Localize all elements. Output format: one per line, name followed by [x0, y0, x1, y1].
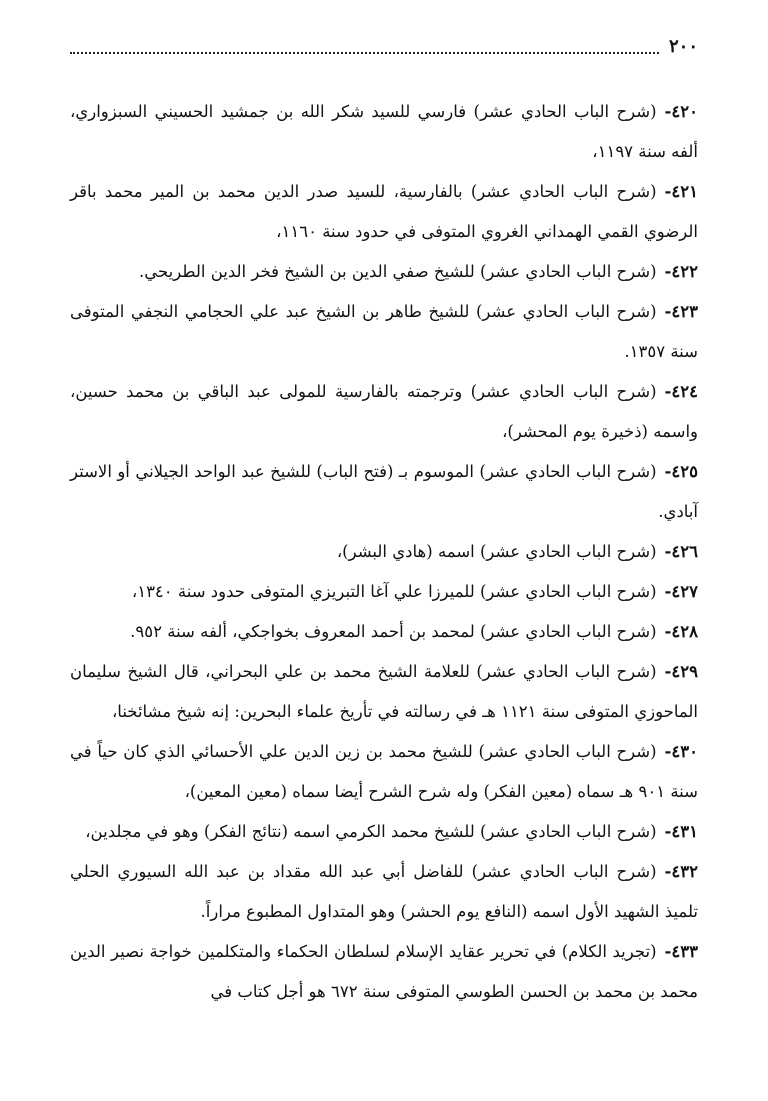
entry-text: (شرح الباب الحادي عشر) لمحمد بن أحمد المعروف بخواجكي، ألفه سنة ٩٥٢.: [130, 622, 657, 641]
list-item: [70, 612, 698, 652]
entry-text: (شرح الباب الحادي عشر) اسمه (هادي البشر)،: [336, 542, 657, 561]
entry-number: ٤٣٣-: [664, 942, 698, 961]
entry-text: (شرح الباب الحادي عشر) الموسوم بـ (فتح الباب) للشيخ عبد الواحد الجيلاني أو الاستر آبادي.: [70, 462, 698, 521]
entry-text: (شرح الباب الحادي عشر) للميرزا علي آغا التبريزي المتوفى حدود سنة ١٣٤٠،: [131, 582, 657, 601]
header-dotted-rule: [70, 52, 659, 54]
entry-number: ٤٢٨-: [664, 622, 698, 641]
entry-number: ٤٢٥-: [664, 462, 698, 481]
entry-text: (شرح الباب الحادي عشر) للعلامة الشيخ محمد بن علي البحراني، قال الشيخ سليمان الماحوزي المتوفى سنة ١١٢١ هـ في رسالته في تأريخ علماء البحرين: إنه شيخ مشائخنا،: [70, 662, 698, 721]
list-item: [70, 572, 698, 612]
entry-number: ٤٢٩-: [664, 662, 698, 681]
list-item: [70, 252, 698, 292]
list-item: [70, 532, 698, 572]
page-header: [70, 28, 698, 58]
list-item: [70, 292, 698, 372]
entry-number: ٤٣٠-: [664, 742, 698, 761]
list-item: [70, 652, 698, 732]
list-item: [70, 852, 698, 932]
entry-number: ٤٢٦-: [664, 542, 698, 561]
entry-text: (شرح الباب الحادي عشر) وترجمته بالفارسية للمولى عبد الباقي بن محمد حسين، واسمه (ذخيرة يوم المحشر)،: [70, 382, 698, 441]
entry-text: (شرح الباب الحادي عشر) للشيخ محمد بن زين الدين علي الأحسائي الذي كان حياً في سنة ٩٠١ هـ سماه (معين الفكر) وله شرح الشرح أيضا سماه (معين المعين)،: [70, 742, 698, 801]
list-item: [70, 452, 698, 532]
entry-text: (شرح الباب الحادي عشر) للشيخ طاهر بن الشيخ عبد علي الحجامي النجفي المتوفى سنة ١٣٥٧.: [70, 302, 698, 361]
list-item: [70, 932, 698, 1012]
entry-text: (تجريد الكلام) في تحرير عقايد الإسلام لسلطان الحكماء والمتكلمين خواجة نصير الدين محمد بن محمد بن الحسن الطوسي المتوفى سنة ٦٧٢ هو أجل كتاب في: [70, 942, 698, 1001]
entry-text: (شرح الباب الحادي عشر) بالفارسية، للسيد صدر الدين محمد بن المير محمد باقر الرضوي القمي الهمداني الغروي المتوفى في حدود سنة ١١٦٠،: [70, 182, 698, 241]
page-number: ٢٠٠: [668, 36, 698, 57]
entry-number: ٤٢٣-: [664, 302, 698, 321]
entry-number: ٤٢٧-: [664, 582, 698, 601]
entry-list: [70, 92, 698, 1012]
entry-text: (شرح الباب الحادي عشر) للشيخ محمد الكرمي اسمه (نتائج الفكر) وهو في مجلدين،: [85, 822, 657, 841]
entry-number: ٤٢١-: [664, 182, 698, 201]
list-item: [70, 812, 698, 852]
entry-text: (شرح الباب الحادي عشر) للشيخ صفي الدين بن الشيخ فخر الدين الطريحي.: [138, 262, 657, 281]
entry-number: ٤٣٢-: [664, 862, 698, 881]
list-item: [70, 92, 698, 172]
entry-number: ٤٣١-: [664, 822, 698, 841]
document-page: [70, 28, 698, 1012]
entry-text: (شرح الباب الحادي عشر) فارسي للسيد شكر الله بن جمشيد الحسيني السبزواري، ألفه سنة ١١٩٧،: [70, 102, 698, 161]
list-item: [70, 172, 698, 252]
entry-number: ٤٢٠-: [664, 102, 698, 121]
entry-number: ٤٢٤-: [664, 382, 698, 401]
entry-text: (شرح الباب الحادي عشر) للفاضل أبي عبد الله مقداد بن عبد الله السيوري الحلي تلميذ الشهيد الأول اسمه (النافع يوم الحشر) وهو المتداول المطبوع مراراً.: [70, 862, 698, 921]
list-item: [70, 732, 698, 812]
entry-number: ٤٢٢-: [664, 262, 698, 281]
list-item: [70, 372, 698, 452]
